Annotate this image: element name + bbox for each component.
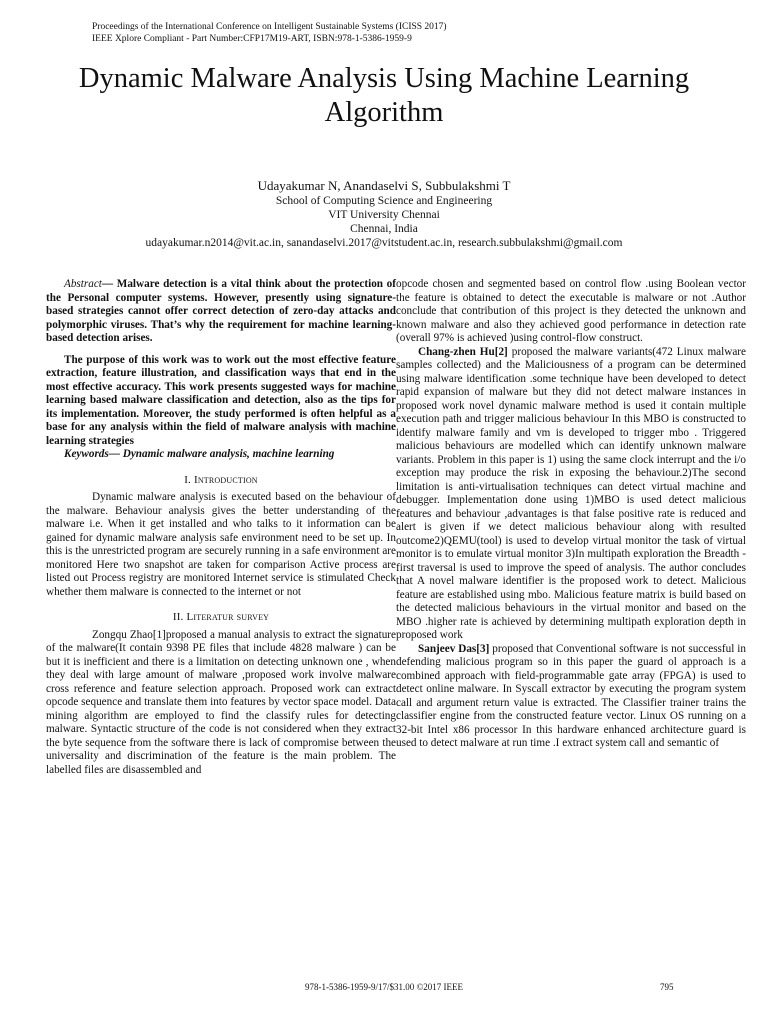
affiliation-block — [0, 194, 768, 250]
proceedings-line-1: Proceedings of the International Conference on Intelligent Sustainable Systems (ICISS 2017) — [92, 22, 447, 32]
right-paragraph-2-text: proposed the malware variants(472 Linux malware samples collected) and the Maliciousness of a program can be determined using malware identification .some technique have been developed to detect rapid expansion of malware but they did not detect malware instances in proposed work novel dynamic malware method is used it contain multiple execution path and trigger malicious behaviour In this MBO is constructed to identify malware family and vm is developed to trigger mbo . Triggered malicious behaviours are modelled which can identify unknown malware variants. Problem in this paper is 1) using the same clock interrupt and the i/o exception may produce the risk in exposing the behaviour.2)The second limitation is anti-virtualisation techniques can detect virtual machine and debugger. Implementation done using 1)MBO is used detect malicious features and behaviour ,advantages is that false positive rate is reduced and alert is given if we detect malicious behaviour along with resulted outcome2)QEMU(tool) is used to develop virtual monitor the task of virtual monitor is to emulate virtual monitor 3)In multipath exploration the Breadth - first traversal is used to improve the speed of analysis. The author concludes that A novel malware identifier is the proposed work to detect. Malicious feature are established using mbo. Malicious feature matrix is build based on the detected malicious behaviours in the virtual monitor and based on the MBO .higher rate is achieved by determining multipath exploration depth in proposed work — [396, 345, 746, 641]
right-column — [396, 278, 746, 751]
proceedings-header — [92, 22, 447, 45]
footer-page-number: 795 — [660, 982, 674, 992]
left-column — [46, 278, 396, 777]
paper-title — [0, 62, 768, 130]
right-paragraph-1: opcode chosen and segmented based on control flow .using Boolean vector the feature is obtained to detect the executable is malware or not .Author conclude that contribution of this project is they detected the unknown and known malware and also they achieved good performance in detection rate (overall 97% is achieved )using control-flow construct. — [396, 278, 746, 344]
affiliation-location: Chennai, India — [350, 223, 418, 235]
affiliation-emails: udayakumar.n2014@vit.ac.in, sanandaselvi.2017@vitstudent.ac.in, research.subbulakshmi@gmail.com — [145, 237, 623, 249]
keywords — [46, 448, 396, 462]
keywords-label: Keywords — [64, 448, 109, 460]
footer-copyright: 978-1-5386-1959-9/17/$31.00 ©2017 IEEE — [304, 982, 464, 992]
right-paragraph-3 — [396, 643, 746, 751]
title-line-2: Algorithm — [324, 97, 444, 128]
affiliation-university: VIT University Chennai — [328, 209, 440, 221]
author-ref-hu: Chang-zhen Hu[2] — [418, 345, 508, 358]
section-introduction-heading: I. Introduction — [184, 473, 258, 486]
abstract-paragraph-1 — [46, 278, 396, 346]
abstract-text-1: Malware detection is a vital think about the protection of the Personal computer systems. However, presently using signature-based strategies cannot offer correct detection of zero-day attacks and polymorphic viruses. That’s why the requirement for machine learning-based detection arises. — [46, 278, 396, 344]
affiliation-school: School of Computing Science and Engineering — [275, 195, 493, 207]
author-ref-das: Sanjeev Das[3] — [418, 642, 490, 655]
introduction-text: Dynamic malware analysis is executed based on the behaviour of the malware. Behaviour analysis gives the better understanding of the malware i.e. When it get installed and who talks to it information can be gained for dynamic malware analysis safe environment need to be set up. In this is the unrestricted program are securely running in a safe environment are monitored Here two snapshot are taken for comparison Active process are listed out Process registry are monitored Internet service is stimulated Check whether them malware is connected to the internet or not — [46, 491, 396, 598]
author-list: Udayakumar N, Anandaselvi S, Subbulakshmi T — [257, 178, 511, 193]
keywords-text: — Dynamic malware analysis, machine learning — [108, 448, 335, 460]
right-paragraph-3-text: proposed that Conventional software is not successful in defending malicious program so in this paper the guard ol approach is a combined approach with field-programmable gate array (FPGA) is used to detect online malware. In Syscall extractor by executing the program system call and argument return value is extracted. The Classifier trainer trains the classifier engine from the constructed feature vector. Linux OS running on a 32-bit Intel x86 processor In this hardware enhanced architecture guard is used to detect malware at run time .I extract system call and semantic of — [396, 642, 746, 749]
proceedings-line-2: IEEE Xplore Compliant - Part Number:CFP17M19-ART, ISBN:978-1-5386-1959-9 — [92, 33, 412, 44]
abstract-dash: — — [101, 278, 114, 290]
section-literature-heading: II. Literatur survey — [172, 611, 270, 623]
right-paragraph-2 — [396, 346, 746, 643]
title-line-1: Dynamic Malware Analysis Using Machine Learning — [78, 63, 690, 94]
abstract-paragraph-2: The purpose of this work was to work out the most effective feature extraction, feature illustration, and classification ways that end in the most effective accuracy. This work presents suggested ways for machine learning based malware classification and detection, also as the tips for its implementation. Moreover, the study performed is often helpful as a base for any analysis within the field of malware analysis with machine learning strategies — [46, 353, 396, 447]
literature-text: Zongqu Zhao[1]proposed a manual analysis to extract the signature of the malware(It contain 9398 PE files that include 4828 malware ) can be but it is inefficient and there is a limitation on detecting unknown one , when they deal with large amount of malware ,proposed work involve malware cross reference and feature selection approach. Proposed work can extract opcode sequence and translate them into features by vector space model. Data mining algorithm are employed to find the classify rules for detecting malware. Syntactic structure of the code is not considered when they extract the byte sequence from the software there is lack of compromise between the universality and discrimination of the feature is the main problem. The labelled files are disassembled and — [46, 628, 396, 776]
abstract-label: Abstract — [64, 278, 102, 290]
